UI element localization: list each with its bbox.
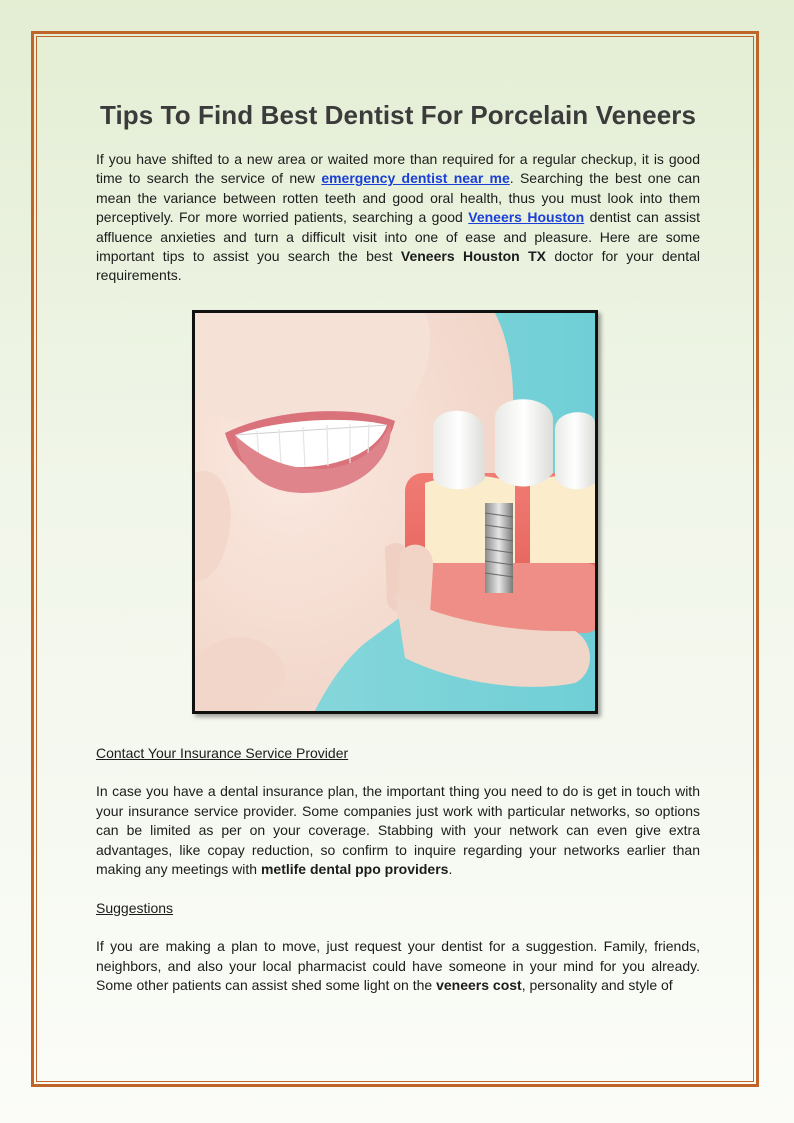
page-title: Tips To Find Best Dentist For Porcelain Veneers: [99, 100, 697, 130]
insurance-paragraph: [96, 782, 700, 879]
intro-text-4: doctor for your dental requirements.: [96, 248, 700, 284]
emergency-dentist-link[interactable]: emergency dentist near me: [321, 170, 510, 187]
veneers-cost-bold: veneers cost: [436, 977, 522, 994]
section-heading-insurance: Contact Your Insurance Service Provider: [96, 745, 349, 761]
dental-implant-photo: [192, 310, 598, 714]
suggestions-text-2: , personality and style of: [521, 977, 673, 994]
insurance-text-2: .: [448, 861, 453, 878]
suggestions-text-1: If you are making a plan to move, just request your dentist for a suggestion. Family, friends, neighbors, and also your local pharmacist could have someone in your mind for you already. Some other patients can assist shed some light on the: [96, 938, 700, 994]
section-suggestions: [96, 899, 700, 996]
intro-text-1: If you have shifted to a new area or waited more than required for a regular checkup, it is good time to search the service of new: [96, 151, 700, 187]
suggestions-paragraph: [96, 937, 700, 995]
article-header: [96, 96, 700, 286]
intro-text-3: dentist can assist affluence anxieties and turn a difficult visit into one of ease and pleasure. Here are some important tips to assist you search the best: [96, 209, 701, 265]
section-insurance: [96, 744, 700, 879]
insurance-text-1: In case you have a dental insurance plan, the important thing you need to do is get in touch with your insurance service provider. Some companies just work with particular networks, so options can be limited as per on your coverage. Stabbing with your network can even give extra advantages, like copay reduction, so confirm to inquire regarding your networks earlier than making any meetings with: [96, 783, 700, 878]
intro-text-2: . Searching the best one can mean the variance between rotten teeth and good oral health, thus you must look into them perceptively. For more worried patients, searching a good: [96, 170, 701, 226]
intro-paragraph: [96, 150, 700, 286]
veneers-houston-tx-bold: Veneers Houston TX: [400, 248, 546, 265]
metlife-bold: metlife dental ppo providers: [260, 861, 449, 878]
veneers-houston-link[interactable]: Veneers Houston: [468, 209, 585, 226]
section-heading-suggestions: Suggestions: [96, 900, 174, 916]
